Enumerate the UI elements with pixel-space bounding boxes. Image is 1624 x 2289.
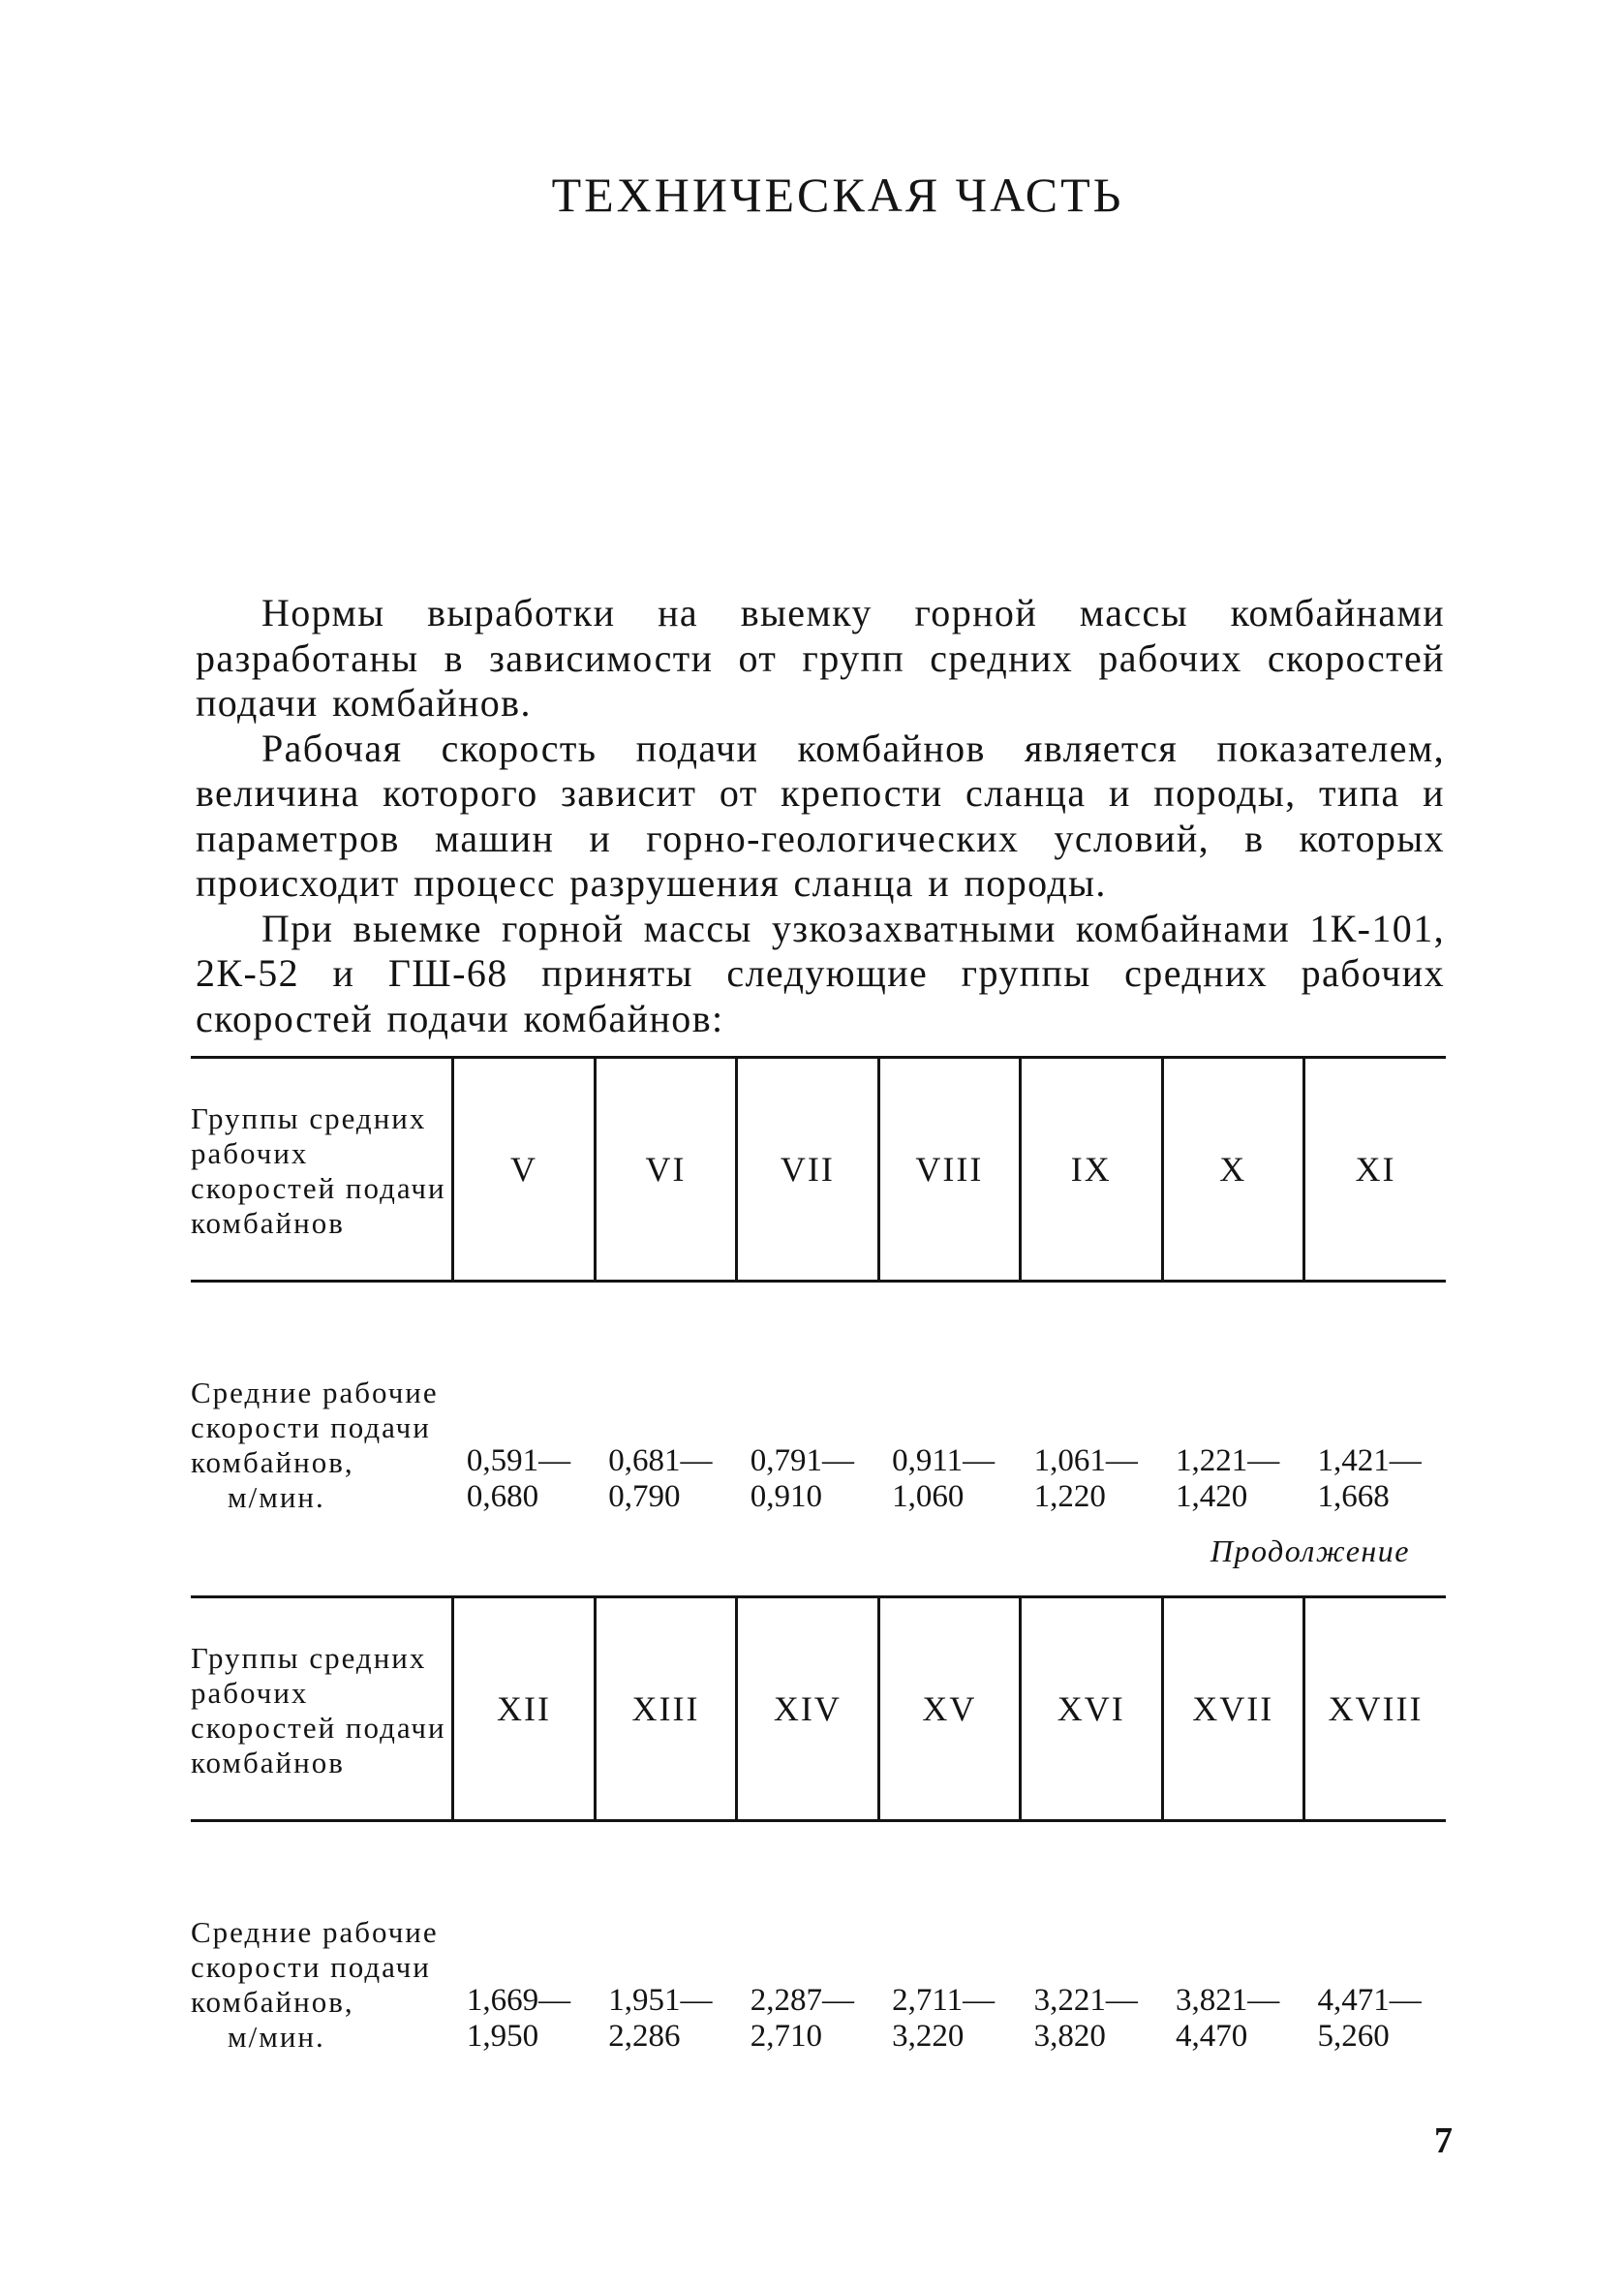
speed-to: 5,260 bbox=[1317, 2019, 1390, 2054]
speed-groups-table-2 bbox=[191, 1595, 1446, 2058]
speed-to: 1,220 bbox=[1033, 1479, 1106, 1514]
speed-from: 0,911— bbox=[892, 1443, 996, 1478]
group-cell: IX bbox=[1021, 1058, 1162, 1282]
speed-label bbox=[191, 1282, 453, 1520]
speed-label-unit: м/мин. bbox=[228, 1480, 325, 1514]
speed-to: 2,710 bbox=[750, 2019, 822, 2054]
speed-range-cell bbox=[1303, 1282, 1446, 1520]
speed-label-unit: м/мин. bbox=[228, 2020, 325, 2054]
speed-from: 2,287— bbox=[750, 1983, 854, 2018]
paragraph-3: При выемке горной массы узкозахватными комбайнами 1К-101, 2К-52 и ГШ-68 приняты следующие группы средних рабочих скоростей подачи комбайнов: bbox=[196, 906, 1445, 1040]
speed-range-cell bbox=[1162, 1282, 1303, 1520]
speed-to: 1,668 bbox=[1317, 1479, 1390, 1514]
speed-row bbox=[191, 1282, 1446, 1520]
group-label: Группы средних рабочих скоростей подачи комбайнов bbox=[191, 1641, 446, 1779]
speed-from: 1,061— bbox=[1033, 1443, 1138, 1478]
speed-from: 1,951— bbox=[608, 1983, 713, 2018]
body-text bbox=[196, 591, 1445, 1041]
speed-label-line-1: Средние рабочие скорости подачи комбайнов, bbox=[191, 1376, 439, 1479]
group-cell: XV bbox=[878, 1597, 1020, 1821]
speed-range-cell bbox=[453, 1282, 595, 1520]
speed-range-cell bbox=[1021, 1821, 1162, 2059]
speed-label bbox=[191, 1821, 453, 2059]
speed-label-line-1: Средние рабочие скорости подачи комбайнов, bbox=[191, 1915, 439, 2019]
speed-from: 0,791— bbox=[750, 1443, 854, 1478]
speed-range-cell bbox=[737, 1282, 878, 1520]
speed-to: 1,950 bbox=[466, 2019, 539, 2054]
speed-to: 1,420 bbox=[1176, 1479, 1248, 1514]
speed-from: 1,421— bbox=[1317, 1443, 1422, 1478]
speed-to: 0,790 bbox=[608, 1479, 681, 1514]
speed-from: 4,471— bbox=[1317, 1983, 1422, 2018]
speed-from: 1,669— bbox=[466, 1983, 571, 2018]
speed-range-cell bbox=[878, 1821, 1020, 2059]
group-cell: XIII bbox=[595, 1597, 736, 1821]
group-header-row bbox=[191, 1058, 1446, 1282]
speed-range-cell bbox=[737, 1821, 878, 2059]
speed-range-cell bbox=[1162, 1821, 1303, 2059]
group-cell: XVII bbox=[1162, 1597, 1303, 1821]
page-number: 7 bbox=[1434, 2120, 1453, 2161]
speed-to: 0,680 bbox=[466, 1479, 539, 1514]
speed-range-cell bbox=[595, 1821, 736, 2059]
group-cell: VII bbox=[737, 1058, 878, 1282]
speed-to: 1,060 bbox=[892, 1479, 965, 1514]
group-cell: XIV bbox=[737, 1597, 878, 1821]
group-cell: XVI bbox=[1021, 1597, 1162, 1821]
speed-from: 3,821— bbox=[1176, 1983, 1280, 2018]
speed-from: 0,681— bbox=[608, 1443, 713, 1478]
speed-range-cell bbox=[1303, 1821, 1446, 2059]
group-cell: V bbox=[453, 1058, 595, 1282]
group-header-row bbox=[191, 1597, 1446, 1821]
speed-from: 3,221— bbox=[1033, 1983, 1138, 2018]
speed-to: 3,220 bbox=[892, 2019, 965, 2054]
speed-to: 2,286 bbox=[608, 2019, 681, 2054]
speed-from: 1,221— bbox=[1176, 1443, 1280, 1478]
continuation-label: Продолжение bbox=[1210, 1533, 1410, 1568]
speed-to: 3,820 bbox=[1033, 2019, 1106, 2054]
speed-range-cell bbox=[595, 1282, 736, 1520]
speed-to: 0,910 bbox=[750, 1479, 822, 1514]
speed-from: 0,591— bbox=[466, 1443, 571, 1478]
speed-range-cell bbox=[453, 1821, 595, 2059]
group-label: Группы средних рабочих скоростей подачи комбайнов bbox=[191, 1101, 446, 1240]
page-title: ТЕХНИЧЕСКАЯ ЧАСТЬ bbox=[551, 168, 1124, 222]
speed-to: 4,470 bbox=[1176, 2019, 1248, 2054]
group-cell: XII bbox=[453, 1597, 595, 1821]
speed-row bbox=[191, 1821, 1446, 2059]
speed-range-cell bbox=[878, 1282, 1020, 1520]
group-cell: VIII bbox=[878, 1058, 1020, 1282]
paragraph-1: Нормы выработки на выемку горной массы комбайнами разработаны в зависимости от групп средних рабочих скоростей подачи комбайнов. bbox=[196, 591, 1445, 725]
group-cell: XVIII bbox=[1303, 1597, 1446, 1821]
speed-groups-table-1 bbox=[191, 1056, 1446, 1519]
group-cell: VI bbox=[595, 1058, 736, 1282]
paragraph-2: Рабочая скорость подачи комбайнов является показателем, величина которого зависит от крепости сланца и породы, типа и параметров машин и горно-геологических условий, в которых происходит процесс разрушения сланца и породы. bbox=[196, 726, 1445, 905]
group-cell: X bbox=[1162, 1058, 1303, 1282]
speed-range-cell bbox=[1021, 1282, 1162, 1520]
group-cell: XI bbox=[1303, 1058, 1446, 1282]
speed-from: 2,711— bbox=[892, 1983, 996, 2018]
